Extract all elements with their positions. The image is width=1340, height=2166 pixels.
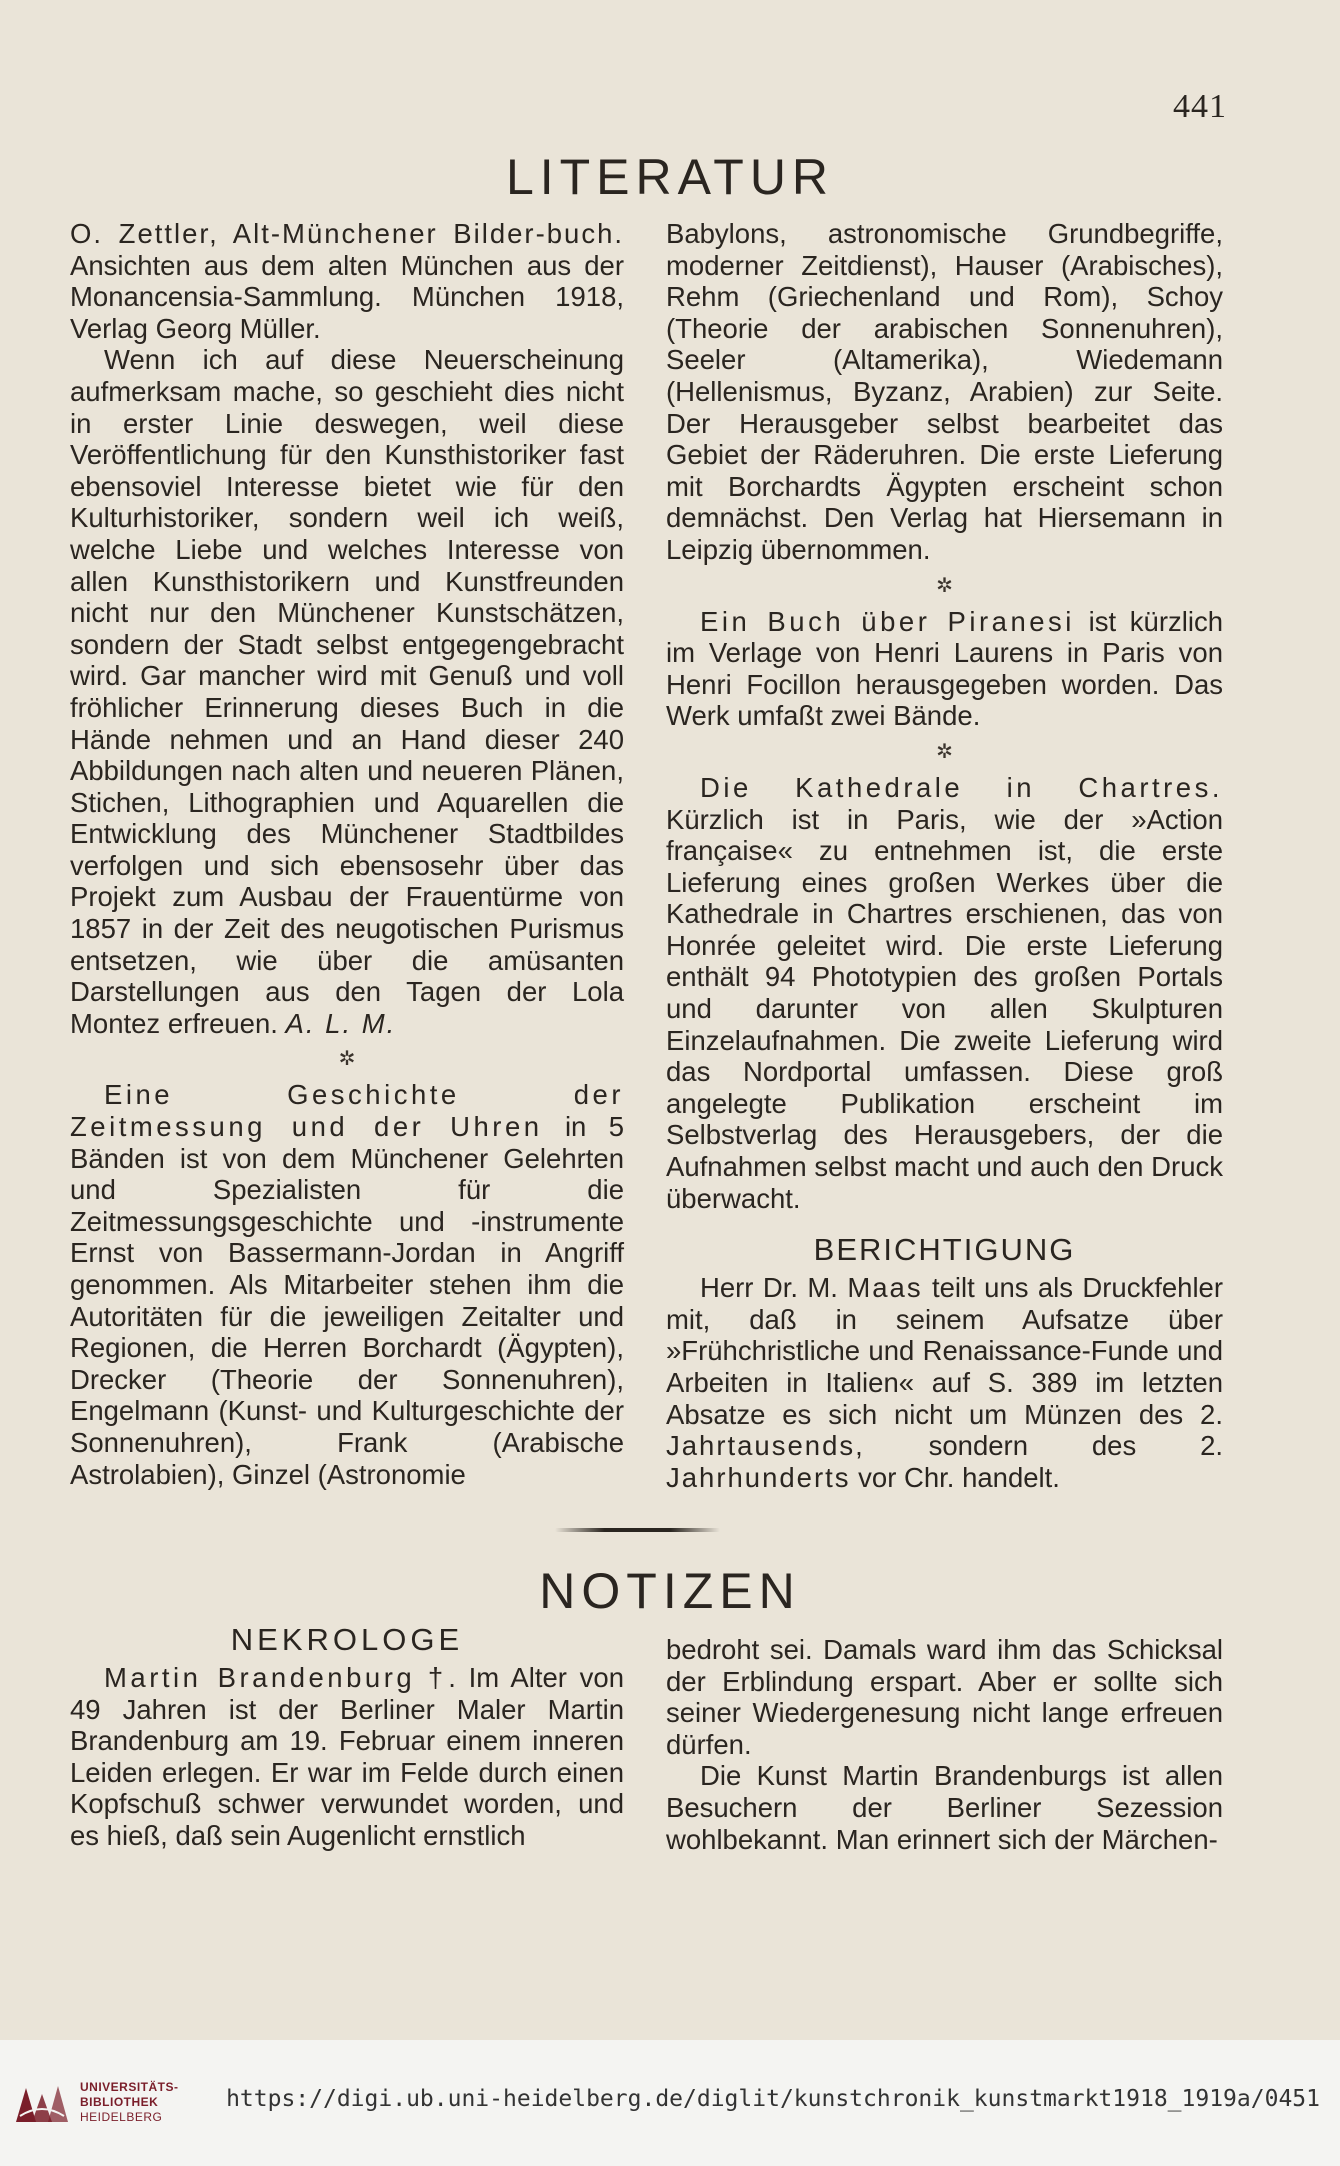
cross-symbol: †. xyxy=(427,1662,456,1693)
library-logo-icon xyxy=(12,2082,72,2126)
berichtigung-emphasis: Jahrtausends, xyxy=(666,1430,865,1462)
berichtigung-emphasis: Jahrhunderts xyxy=(666,1461,851,1493)
nekrolog-cont: bedroht sei. Damals ward ihm das Schicksal der Erblindung erspart. Aber er sollte sich seiner Wiedergenesung nicht lange erfreuen dürfen. xyxy=(666,1634,1223,1760)
entry-body-text: in 5 Bänden ist von dem Münchener Gelehrten und Spezialisten für die Zeitmessungsgeschichte und -instrumente Ernst von Bassermann-Jordan in Angriff genommen. Als Mitarbeiter stehen ihm die Autoritäten für die jeweiligen Zeitalter und Regionen, die Herren Borchardt (Ägypten), Drecker (Theorie der Sonnenuhren), Engelmann (Kunst- und Kulturgeschichte der Sonnenuhren), Frank (Arabische Astrolabien), Ginzel (Astronomie xyxy=(70,1111,625,1490)
nekrolog-cont-2: Die Kunst Martin Brandenburgs ist allen Besuchern der Berliner Sezession wohlbekannt. Man erinnert sich der Märchen- xyxy=(666,1760,1223,1855)
berichtigung-text: sondern des 2. xyxy=(928,1430,1224,1462)
footer-bar xyxy=(0,2040,1340,2166)
literatur-right-column xyxy=(666,218,1223,1493)
entry-body-text: Wenn ich auf diese Neuerscheinung aufmerksam mache, so geschieht dies nicht in erster Linie deswegen, weil diese Veröffentlichung für den Kunsthistoriker fast ebensoviel Interesse bietet wie für den Kulturhistoriker, sondern weil ich weiß, welche Liebe und welches Interesse von allen Kunsthistorikern und Kunstfreunden nicht nur den Münchener Kunstschätzen, sondern der Stadt selbst entgegengebracht wird. Gar mancher wird mit Genuß und voll fröhlicher Erinnerung dieses Buch in die Hände nehmen und an Hand dieser 240 Abbildungen nach alten und neueren Plänen, Stichen, Lithographien und Aquarellen die Entwicklung des Münchener Stadtbildes verfolgen und sich ebensosehr über das Projekt zum Ausbau der Frauentürme von 1857 in der Zeit des neugotischen Purismus entsetzen, wie über die amüsanten Darstellungen aus den Tagen der Lola Montez erfreuen. xyxy=(70,344,624,1039)
library-name-line: UNIVERSITÄTS- xyxy=(80,2080,179,2094)
berichtigung-text: teilt uns als Druckfehler mit, daß in seinem Aufsatze über »Frühchristliche und Renaissance-Funde und Arbeiten in Italien« auf S. 389 im letzten Absatze es sich nicht um Münzen des 2. xyxy=(666,1272,1224,1430)
library-name-line: BIBLIOTHEK xyxy=(80,2095,159,2109)
nekrolog-text: Im Alter von 49 Jahren ist der Berliner Maler Martin Brandenburg am 19. Februar einem inneren Leiden erlegen. Er war im Felde durch einen Kopfschuß schwer verwundet worden, und es hieß, daß sein Augenlicht ernstlich xyxy=(70,1662,625,1851)
notizen-left-column xyxy=(70,1618,624,1852)
entry-title: Die Kathedrale in Chartres. xyxy=(700,771,1223,803)
section-title-notizen: NOTIZEN xyxy=(539,1563,801,1619)
entry-chartres xyxy=(666,772,1223,1214)
notizen-right-column xyxy=(666,1634,1223,1855)
library-name xyxy=(80,2080,179,2125)
nekrolog-brandenburg xyxy=(70,1662,624,1852)
ornament: ✲ xyxy=(338,1048,356,1071)
section-divider xyxy=(555,1528,720,1532)
ornament: ✲ xyxy=(936,574,953,597)
entry-title: Ein Buch über Piranesi xyxy=(700,605,1075,637)
entry-zettler xyxy=(70,218,624,344)
page-number: 441 xyxy=(1173,88,1227,125)
berichtigung-body xyxy=(666,1272,1223,1493)
entry-body-text: ist kürzlich im Verlage von Henri Laurens in Paris von Henri Focillon herausgegeben worden. Das Werk umfaßt zwei Bände. xyxy=(666,605,1223,732)
entry-piranesi xyxy=(666,606,1223,732)
entry-biblio: Ansichten aus dem alten München aus der Monancensia-Sammlung. München 1918, Verlag Georg Müller. xyxy=(70,249,624,344)
entry-title: Eine Geschichte der Zeitmessung und der Uhren xyxy=(70,1079,624,1143)
library-name-line: HEIDELBERG xyxy=(80,2110,163,2124)
deceased-name: Martin Brandenburg xyxy=(104,1662,416,1693)
signature: A. L. M. xyxy=(285,1007,397,1039)
entry-zeitmessung-cont: Babylons, astronomische Grundbegriffe, moderner Zeitdienst), Hauser (Arabisches), Rehm (Griechenland und Rom), Schoy (Theorie der arabischen Sonnenuhren), Seeler (Altamerika), Wiedemann (Hellenismus, Byzanz, Arabien) zur Seite. Der Herausgeber selbst bearbeitet das Gebiet der Räderuhren. Die erste Lieferung mit Borchardts Ägypten erscheint schon demnächst. Den Verlag hat Hiersemann in Leipzig übernommen. xyxy=(666,218,1223,565)
section-title-literatur: LITERATUR xyxy=(505,149,835,205)
berichtigung-text: vor Chr. handelt. xyxy=(858,1461,1060,1493)
entry-body-text: Kürzlich ist in Paris, wie der »Action française« zu entnehmen ist, die erste Lieferung eines großen Werkes über die Kathedrale in Chartres erschienen, das von Honrée geleitet wird. Die erste Lieferung enthält 94 Phototypien des großen Portals und darunter von allen Skulpturen Einzelaufnahmen. Die zweite Lieferung wird das Nordportal umfassen. Diese groß angelegte Publikation erscheint im Selbstverlag des Herausgebers, der die Aufnahmen selbst macht und auch den Druck überwacht. xyxy=(666,803,1223,1214)
berichtigung-heading: BERICHTIGUNG xyxy=(813,1232,1076,1268)
literatur-left-column xyxy=(70,218,624,1490)
ornament: ✲ xyxy=(936,740,953,763)
source-url-link[interactable]: https://digi.ub.uni-heidelberg.de/diglit/kunstchronik_kunstmarkt1918_1919a/0451 xyxy=(226,2086,1320,2112)
entry-title: O. Zettler, Alt-Münchener Bilder-buch. xyxy=(70,218,624,249)
nekrologe-heading: NEKROLOGE xyxy=(230,1622,464,1657)
berichtigung-text: Herr Dr. M. xyxy=(700,1272,838,1304)
entry-body xyxy=(70,344,624,1039)
entry-zeitmessung xyxy=(70,1079,624,1490)
berichtigung-name: Maas xyxy=(847,1272,923,1304)
